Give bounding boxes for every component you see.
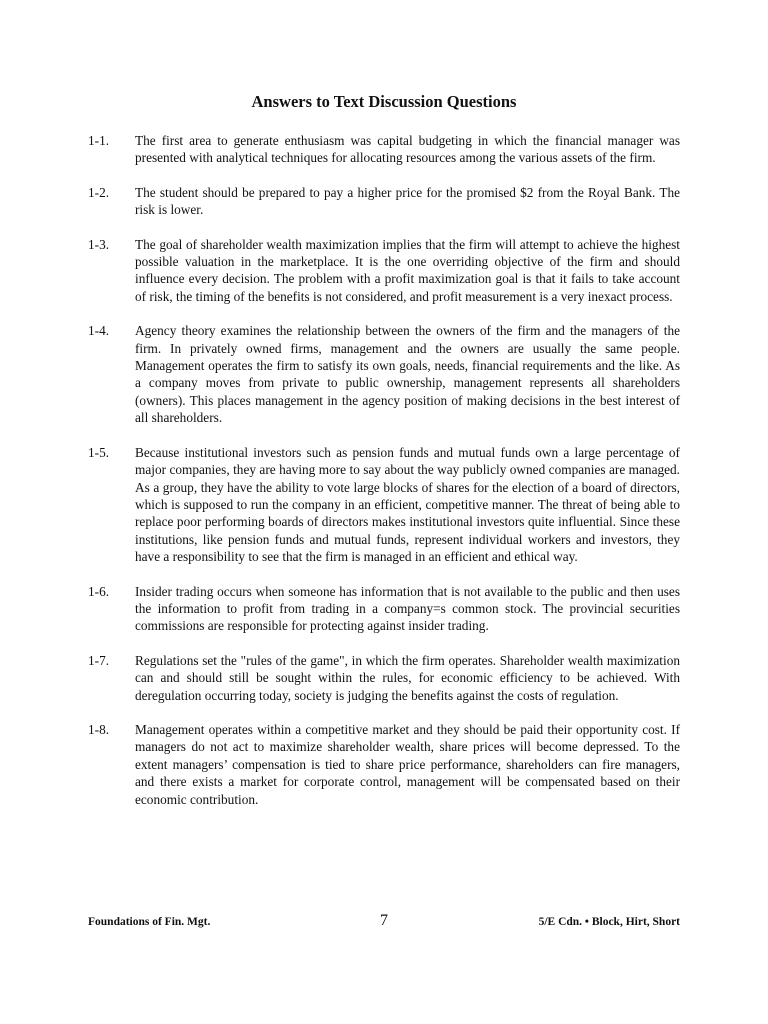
answers-list xyxy=(88,132,680,808)
answer-number: 1-8. xyxy=(88,721,110,737)
answer-item-1-7 xyxy=(88,652,680,704)
answer-item-1-2 xyxy=(88,184,680,219)
answer-text: Management operates within a competitive market and they should be paid their opportunity cost. If managers do not act to maximize shareholder wealth, share prices will become depressed. To the extent managers’ compensation is tied to share price performance, shareholders can fire managers, and there exists a market for corporate control, management will be compensated based on their economic contribution. xyxy=(135,721,680,807)
answer-text: Agency theory examines the relationship between the owners of the firm and the managers of the firm. In privately owned firms, management and the owners are usually the same people. Management operates the firm to satisfy its own goals, needs, financial requirements and the like. As a company moves from private to public ownership, management represents all shareholders (owners). This places management in the agency position of making decisions in the best interest of all shareholders. xyxy=(135,323,680,426)
page-footer xyxy=(88,912,680,934)
answer-item-1-6 xyxy=(88,583,680,635)
answer-text: The goal of shareholder wealth maximization implies that the firm will attempt to achieve the highest possible valuation in the marketplace. It is the one overriding objective of the firm and should influence every decision. The problem with a profit maximization goal is that it fails to take account of risk, the timing of the benefits is not considered, and profit measurement is a very inexact process. xyxy=(135,236,680,304)
answer-text: Insider trading occurs when someone has information that is not available to the public and then uses the information to profit from trading in a company=s common stock. The provincial securities commissions are responsible for protecting against insider trading. xyxy=(135,583,680,634)
page-number: 7 xyxy=(380,912,388,929)
answer-number: 1-1. xyxy=(88,133,110,148)
answer-text: Regulations set the "rules of the game", in which the firm operates. Shareholder wealth maximization can and should still be sought within the rules, for economic efficiency to be achieved. With deregulation occurring today, society is judging the benefits against the costs of regulation. xyxy=(135,652,680,703)
answer-number: 1-4. xyxy=(88,323,110,339)
answer-item-1-5 xyxy=(88,444,680,566)
answer-item-1-1 xyxy=(88,132,680,167)
answer-item-1-3 xyxy=(88,236,680,306)
answer-text: The student should be prepared to pay a higher price for the promised $2 from the Royal Bank. The risk is lower. xyxy=(135,184,680,218)
answer-number: 1-5. xyxy=(88,444,110,460)
answer-text: The first area to generate enthusiasm was capital budgeting in which the financial manager was presented with analytical techniques for allocating resources among the various assets of the firm. xyxy=(135,133,680,166)
answer-number: 1-2. xyxy=(88,184,110,200)
answer-item-1-8 xyxy=(88,721,680,808)
answer-number: 1-3. xyxy=(88,236,110,252)
footer-book-title: Foundations of Fin. Mgt. xyxy=(88,916,211,928)
answer-item-1-4 xyxy=(88,322,680,426)
footer-edition-authors: 5/E Cdn. • Block, Hirt, Short xyxy=(538,916,680,928)
answer-text: Because institutional investors such as pension funds and mutual funds own a large percentage of major companies, they are having more to say about the way publicly owned companies are managed. As a group, they have the ability to vote large blocks of shares for the election of a board of directors, which is supposed to run the company in an efficient, competitive manner. The threat of being able to replace poor performing boards of directors makes institutional investors quite influential. Since these institutions, like pension funds and mutual funds, represent individual workers and investors, they have a responsibility to see that the firm is managed in an efficient and ethical way. xyxy=(135,444,680,565)
answer-number: 1-6. xyxy=(88,583,110,599)
page-title: Answers to Text Discussion Questions xyxy=(251,92,517,111)
answer-number: 1-7. xyxy=(88,652,110,668)
